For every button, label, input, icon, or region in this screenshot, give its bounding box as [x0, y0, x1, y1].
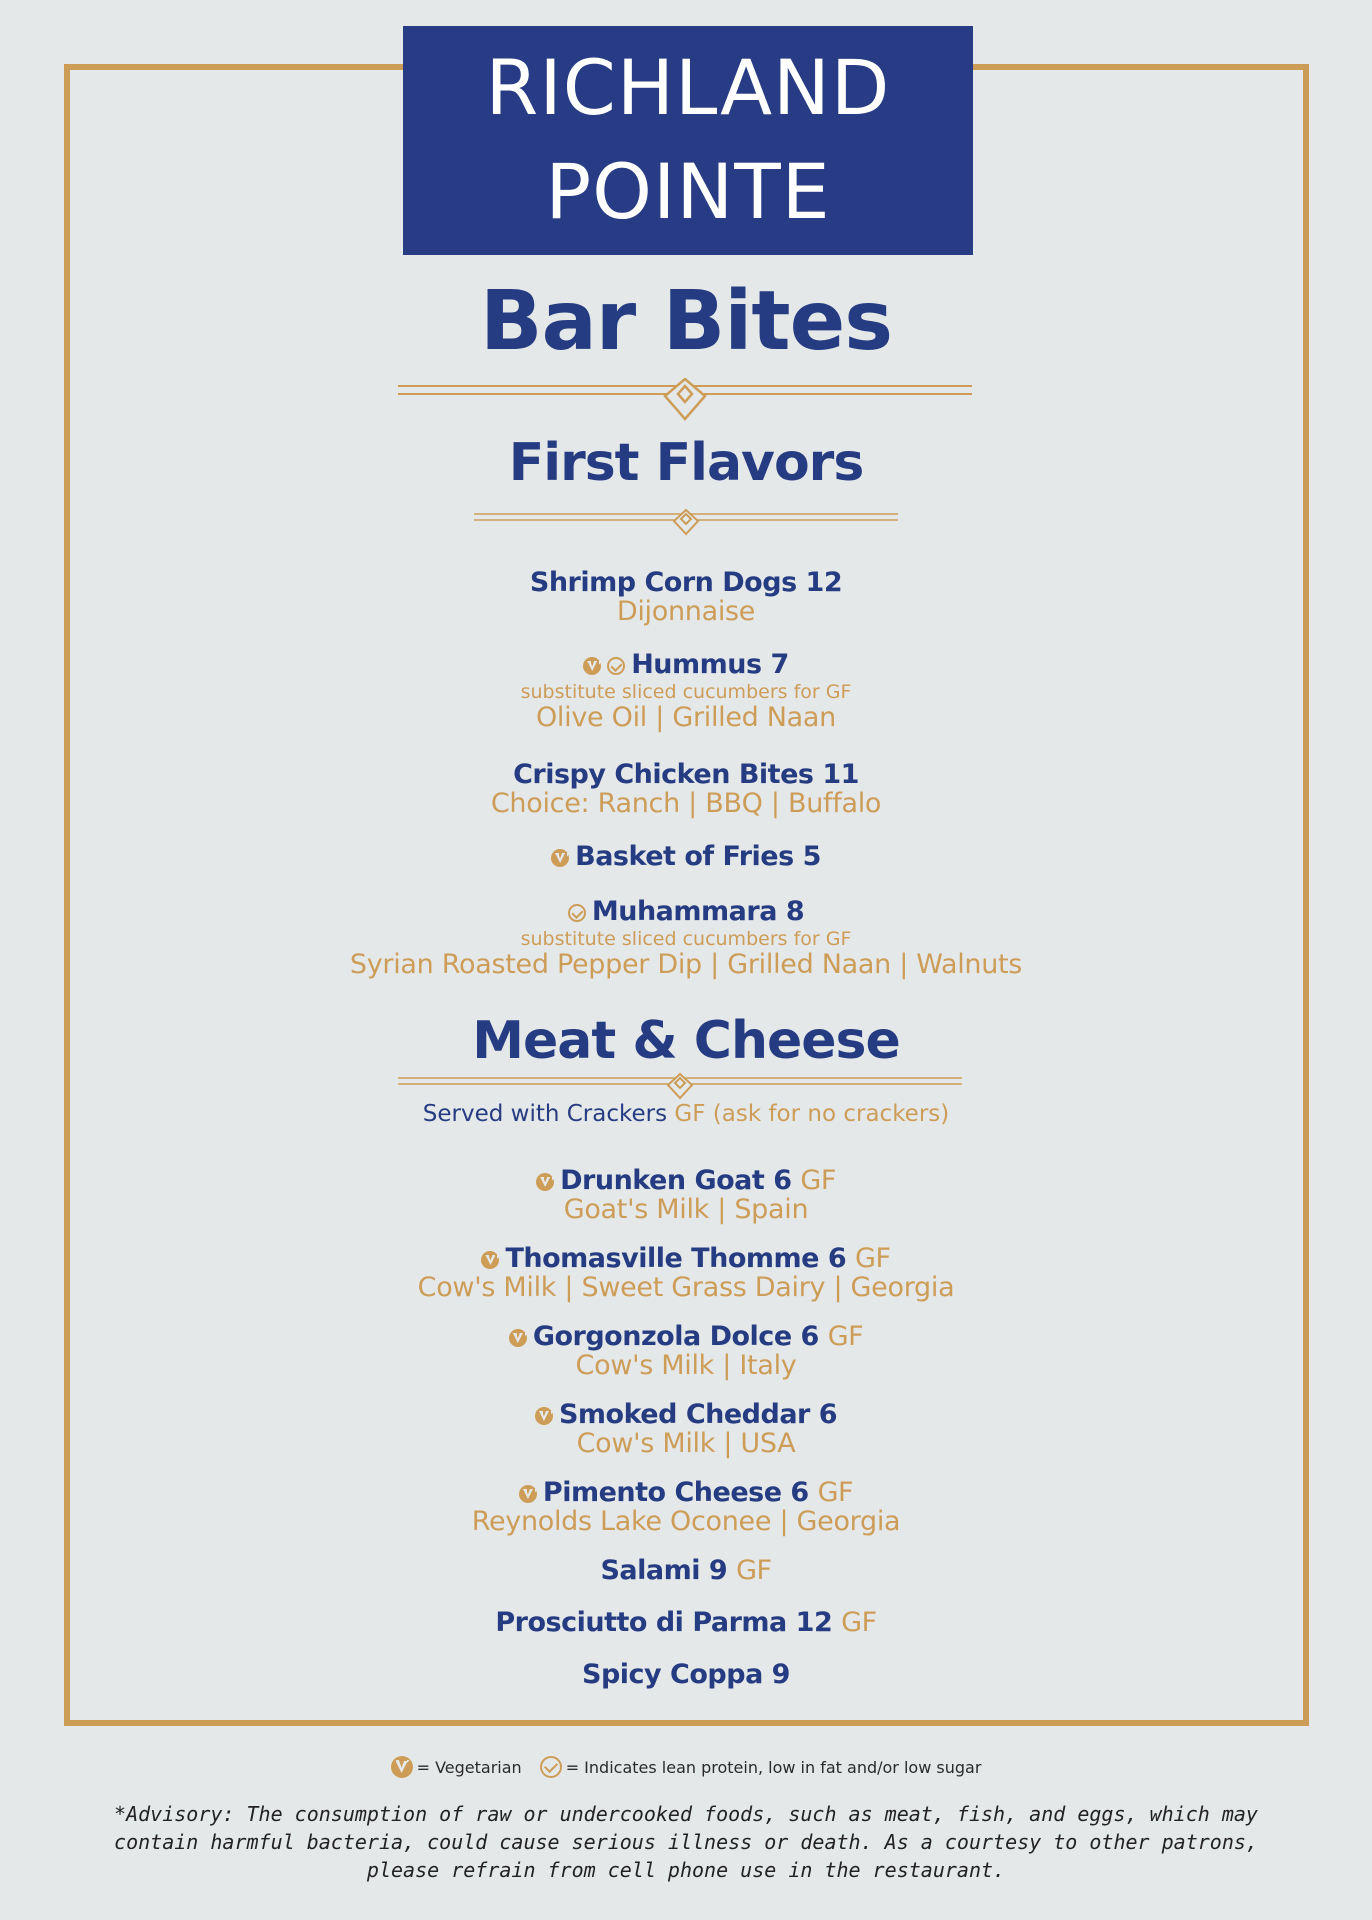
gf-tag: GF [841, 1607, 877, 1638]
item-desc: Olive Oil | Grilled Naan [535, 702, 836, 733]
item-desc: Dijonnaise [616, 596, 756, 627]
gf-tag: GF [817, 1477, 854, 1508]
vegetarian-icon [535, 1407, 553, 1425]
item-desc: Reynolds Lake Oconee | Georgia [471, 1506, 901, 1537]
item-desc: Cow's Milk | Sweet Grass Dairy | Georgia [417, 1272, 955, 1303]
menu-title: Bar Bites [479, 274, 893, 369]
item-note: substitute sliced cucumbers for GF [520, 681, 852, 703]
menu-item [0, 1478, 1372, 1536]
menu-item [0, 1608, 1372, 1638]
gf-tag: GF [827, 1321, 864, 1352]
vegetarian-icon [551, 849, 569, 867]
gf-tag: GF [736, 1555, 772, 1586]
served-text: Served with Crackers [422, 1101, 668, 1127]
item-desc: Goat's Milk | Spain [563, 1194, 809, 1225]
item-name: Salami 9 [600, 1555, 728, 1586]
vegetarian-icon [583, 657, 601, 675]
item-name: Smoked Cheddar 6 [558, 1399, 838, 1430]
menu-item [0, 1244, 1372, 1302]
item-name: Pimento Cheese 6 [542, 1477, 809, 1508]
section-title-meat-cheese: Meat & Cheese [472, 1011, 900, 1071]
item-desc: Cow's Milk | USA [576, 1428, 796, 1459]
menu-item [0, 1166, 1372, 1224]
item-name: Basket of Fries 5 [575, 841, 821, 872]
menu-item [0, 650, 1372, 732]
lean-protein-icon [607, 657, 625, 675]
vegetarian-icon [481, 1251, 499, 1269]
menu-item [0, 568, 1372, 626]
item-name: Shrimp Corn Dogs 12 [529, 567, 843, 598]
menu-item [0, 760, 1372, 818]
section-divider-meat [398, 1072, 962, 1102]
section-divider-first [474, 508, 898, 538]
menu-item [0, 1660, 1372, 1690]
title-divider [398, 378, 972, 426]
item-name: Muhammara 8 [591, 896, 805, 927]
lean-protein-icon [540, 1756, 562, 1778]
item-note: substitute sliced cucumbers for GF [520, 928, 852, 950]
gf-tag: GF [855, 1243, 891, 1274]
vegetarian-icon [391, 1756, 413, 1778]
item-desc: Cow's Milk | Italy [575, 1350, 797, 1381]
served-gf-text: GF (ask for no crackers) [674, 1101, 950, 1127]
gf-tag: GF [800, 1165, 836, 1196]
item-name: Crispy Chicken Bites 11 [513, 759, 859, 790]
item-name: Gorgonzola Dolce 6 [532, 1321, 819, 1352]
item-desc: Syrian Roasted Pepper Dip | Grilled Naan | Walnuts [349, 949, 1023, 980]
vegetarian-icon [536, 1173, 554, 1191]
item-name: Hummus 7 [631, 649, 789, 680]
item-name: Prosciutto di Parma 12 [495, 1607, 833, 1638]
section-title-first-flavors: First Flavors [508, 433, 864, 493]
brand-logo [403, 26, 973, 255]
lean-protein-icon [568, 904, 586, 922]
brand-line-1: RICHLAND [485, 43, 891, 132]
item-name: Thomasville Thomme 6 [505, 1243, 847, 1274]
menu-item [0, 897, 1372, 979]
menu-item [0, 1322, 1372, 1380]
brand-line-2: POINTE [545, 147, 831, 236]
legend-lean: = Indicates lean protein, low in fat and/or low sugar [565, 1758, 982, 1777]
menu-item [0, 842, 1372, 872]
served-with-note [0, 1100, 1372, 1128]
vegetarian-icon [519, 1485, 537, 1503]
item-desc: Choice: Ranch | BBQ | Buffalo [490, 788, 882, 819]
item-name: Drunken Goat 6 [560, 1165, 792, 1196]
icon-legend [0, 1756, 1372, 1778]
advisory-text: *Advisory: The consumption of raw or undercooked foods, such as meat, fish, and eggs, which may contain harmful bacteria, could cause serious illness or death. As a courtesy to other patrons, please refrain from cell phone use in the restaurant. [114, 1802, 1258, 1882]
menu-item [0, 1400, 1372, 1458]
vegetarian-icon [509, 1329, 527, 1347]
legend-vegetarian: = Vegetarian [416, 1758, 522, 1777]
item-name: Spicy Coppa 9 [582, 1659, 790, 1690]
menu-item [0, 1556, 1372, 1586]
